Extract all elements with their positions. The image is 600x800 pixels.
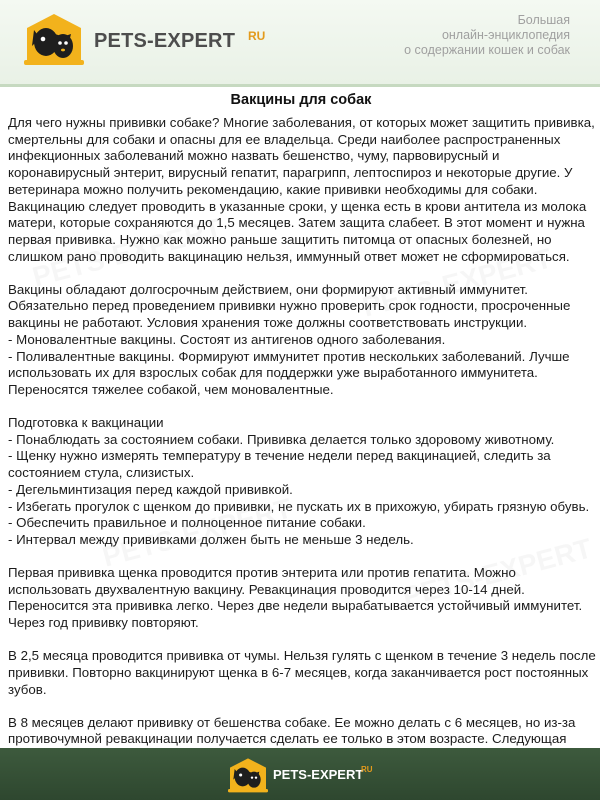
paragraph-line: Обязательно перед проведением прививки нужно проверить срок годности, просроченные: [8, 298, 571, 314]
paragraph-line: - Дегельминтизация перед каждой прививкой.: [8, 481, 293, 497]
cat-dog-logo-icon: [24, 12, 84, 66]
paragraph-line: Первая прививка щенка проводится против энтерита или против гепатита. Можно: [8, 565, 516, 581]
paragraph-line: коронавирусный энтерит, вирусный гепатит, парагрипп, лептоспироз и некоторые другие. У: [8, 165, 573, 181]
article-paragraph: [8, 648, 594, 698]
paragraph-line: В 2,5 месяца проводится прививка от чумы. Нельзя гулять с щенком в течение 3 недель после: [8, 648, 596, 664]
article-paragraph: [8, 565, 594, 632]
footer-brand-suffix: RU: [361, 765, 373, 774]
tagline-line: онлайн-энциклопедия: [441, 28, 570, 42]
paragraph-line: В 8 месяцев делают прививку от бешенства собаке. Ее можно делать с 6 месяцев, но из-за: [8, 714, 576, 730]
page-footer: [0, 748, 600, 800]
article: [8, 92, 594, 748]
paragraph-line: Для чего нужны прививки собаке? Многие заболевания, от которых может защитить прививка,: [8, 115, 595, 130]
paragraph-line: - Щенку нужно измерять температуру в течение недели перед вакцинацией, следить за: [8, 448, 551, 464]
paragraph-line: Подготовка к вакцинации: [8, 415, 164, 431]
footer-brand-name[interactable]: PETS-EXPERT: [273, 767, 364, 782]
paragraph-line: Переносятся тяжелее собакой, чем моновалентные.: [8, 381, 334, 397]
paragraph-line: зубов.: [8, 681, 47, 697]
paragraph-line: слишком рано проводить вакцинацию нельзя, иммунный ответ может не сформироваться.: [8, 248, 570, 264]
article-paragraph: [8, 115, 594, 265]
paragraph-line: первая прививка. Нужно как можно раньше защитить питомца от опасных болезней, но: [8, 231, 552, 247]
paragraph-line: - Интервал между прививками должен быть не меньше 3 недель.: [8, 531, 414, 547]
article-title: Вакцины для собак: [230, 92, 372, 108]
article-paragraph: [8, 282, 594, 399]
tagline-line: Большая: [517, 13, 570, 27]
site-brand-name: PETS-EXPERT: [94, 30, 236, 52]
paragraph-line: инфекционных заболеваний можно назвать бешенство, чуму, парвовирусный и: [8, 148, 500, 164]
paragraph-line: ветеринара можно получить рекомендацию, какие прививки необходимы для собаки.: [8, 181, 538, 197]
paragraph-line: - Избегать прогулок с щенком до прививки, не пускать их в прихожую, убирать грязную обувь.: [8, 498, 590, 514]
cat-dog-logo-icon: [228, 757, 268, 793]
paragraph-line: - Моновалентные вакцины. Состоят из антигенов одного заболевания.: [8, 331, 446, 347]
paragraph-line: матери, которые сохраняются до 1,5 месяцев. Затем защита слабеет. В этот момент и нужна: [8, 215, 585, 231]
paragraph-line: использовать их для взрослых собак для поддержки уже выработанного иммунитета.: [8, 365, 538, 381]
paragraph-line: - Обеспечить правильное и полноценное питание собаки.: [8, 515, 366, 531]
paragraph-line: вакцины не работают. Условия хранения тоже должны соответствовать инструкции.: [8, 315, 528, 331]
paragraph-line: Вакцинацию следует проводить в указанные сроки, у щенка есть в крови антитела из молока: [8, 198, 587, 214]
tagline-line: о содержании кошек и собак: [404, 43, 570, 57]
paragraph-line: Через год прививку повторяют.: [8, 615, 199, 631]
paragraph-line: Переносится эта прививка легко. Через две недели вырабатывается устойчивый иммунитет.: [8, 598, 583, 614]
paragraph-line: противочумной ревакцинации получается сделать ее только в этом возрасте. Следующая: [8, 731, 567, 747]
article-body: [8, 115, 594, 798]
paragraph-line: - Понаблюдать за состоянием собаки. Прививка делается только здоровому животному.: [8, 431, 555, 447]
site-tagline: [340, 13, 570, 58]
article-paragraph: [8, 415, 594, 549]
site-brand-suffix: RU: [248, 29, 266, 43]
paragraph-line: состоянием стула, слизистых.: [8, 465, 195, 481]
paragraph-line: - Поливалентные вакцины. Формируют иммунитет против нескольких заболеваний. Лучше: [8, 348, 570, 364]
paragraph-line: смертельны для собаки и опасны для ее владельца. Среди наиболее распространенных: [8, 131, 561, 147]
paragraph-line: прививки. Повторно вакцинируют щенка в 6-7 месяцев, когда заканчивается рост постоянных: [8, 664, 589, 680]
page-header: [0, 0, 600, 87]
paragraph-line: использовать двухвалентную вакцину. Ревакцинация проводится через 10-14 дней.: [8, 581, 525, 597]
paragraph-line: Вакцины обладают долгосрочным действием, они формируют активный иммунитет.: [8, 281, 528, 297]
